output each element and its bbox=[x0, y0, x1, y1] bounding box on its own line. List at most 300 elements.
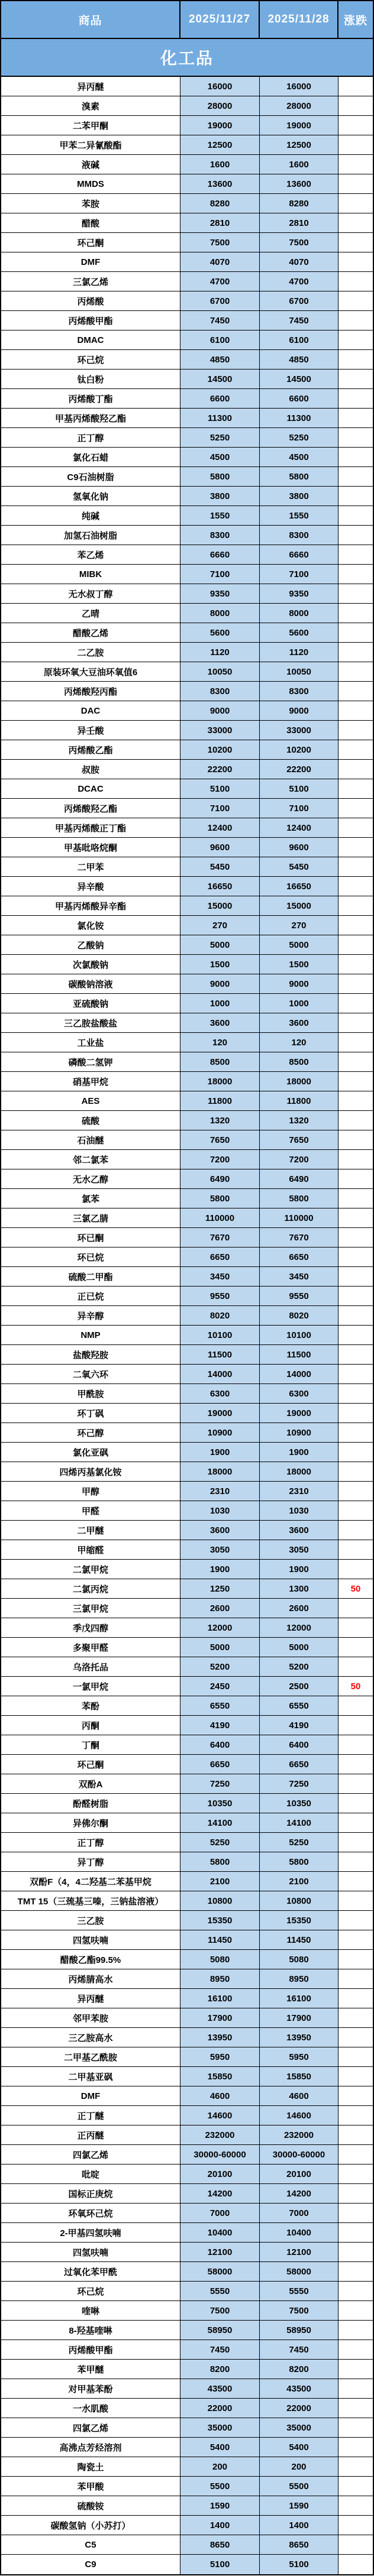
price-2025-11-27-cell: 18000 bbox=[180, 1072, 260, 1091]
change-cell bbox=[338, 1735, 373, 1755]
table-row bbox=[1, 1189, 373, 1208]
table-row bbox=[1, 467, 373, 487]
price-2025-11-27-cell: 6650 bbox=[180, 1248, 260, 1267]
change-cell bbox=[338, 2223, 373, 2243]
product-name-cell: C5 bbox=[1, 2535, 180, 2555]
table-row bbox=[1, 1891, 373, 1911]
product-name-cell: 四氯乙烯 bbox=[1, 2418, 180, 2438]
product-name-cell: 加氢石油树脂 bbox=[1, 526, 180, 545]
product-name-cell: 环氧环己烷 bbox=[1, 2204, 180, 2223]
price-2025-11-27-cell: 4850 bbox=[180, 350, 260, 370]
table-row bbox=[1, 2028, 373, 2047]
price-2025-11-28-cell: 8500 bbox=[260, 1052, 338, 1072]
table-row bbox=[1, 2106, 373, 2125]
product-name-cell: 工业盐 bbox=[1, 1033, 180, 1052]
table-row bbox=[1, 2165, 373, 2184]
change-cell bbox=[338, 291, 373, 311]
product-name-cell: 二乙胺 bbox=[1, 643, 180, 662]
change-cell bbox=[338, 1833, 373, 1852]
product-name-cell: 丙酮 bbox=[1, 1716, 180, 1735]
price-2025-11-27-cell: 1550 bbox=[180, 506, 260, 526]
product-name-cell: 乙酸钠 bbox=[1, 935, 180, 955]
price-2025-11-28-cell: 200 bbox=[260, 2457, 338, 2477]
table-row bbox=[1, 2125, 373, 2145]
price-2025-11-27-cell: 6100 bbox=[180, 330, 260, 350]
price-2025-11-28-cell: 16100 bbox=[260, 1989, 338, 2008]
price-2025-11-27-cell: 1000 bbox=[180, 994, 260, 1013]
table-row bbox=[1, 1657, 373, 1677]
change-cell bbox=[338, 1228, 373, 1248]
table-row bbox=[1, 1033, 373, 1052]
table-row bbox=[1, 1013, 373, 1033]
price-2025-11-27-cell: 5950 bbox=[180, 2047, 260, 2067]
price-2025-11-27-cell: 12400 bbox=[180, 818, 260, 838]
change-cell bbox=[338, 916, 373, 935]
change-cell bbox=[338, 1345, 373, 1365]
table-row bbox=[1, 1306, 373, 1326]
table-row bbox=[1, 2496, 373, 2516]
price-2025-11-27-cell: 5450 bbox=[180, 857, 260, 877]
product-name-cell: 碳酸氢钠（小苏打） bbox=[1, 2516, 180, 2535]
category-row-chemicals: 化工品 bbox=[1, 39, 373, 77]
change-cell bbox=[338, 96, 373, 116]
table-row bbox=[1, 311, 373, 330]
change-cell bbox=[338, 1794, 373, 1813]
header-date-2025-11-27: 2025/11/27 bbox=[180, 1, 260, 38]
price-2025-11-28-cell: 9000 bbox=[260, 974, 338, 994]
table-row bbox=[1, 2555, 373, 2574]
price-2025-11-27-cell: 4070 bbox=[180, 252, 260, 272]
product-name-cell: 双酚F（4，4二羟基二苯基甲烷 bbox=[1, 1872, 180, 1891]
product-name-cell: NMP bbox=[1, 1326, 180, 1345]
change-cell bbox=[338, 2496, 373, 2516]
price-2025-11-28-cell: 7500 bbox=[260, 233, 338, 252]
table-row bbox=[1, 1111, 373, 1130]
price-2025-11-27-cell: 8300 bbox=[180, 526, 260, 545]
price-2025-11-28-cell: 14000 bbox=[260, 1365, 338, 1384]
product-name-cell: 硫酸铵 bbox=[1, 2496, 180, 2516]
change-cell bbox=[338, 857, 373, 877]
price-2025-11-27-cell: 33000 bbox=[180, 721, 260, 740]
change-cell bbox=[338, 1540, 373, 1560]
price-2025-11-27-cell: 1900 bbox=[180, 1443, 260, 1462]
product-name-cell: 苯甲醚 bbox=[1, 2360, 180, 2379]
price-2025-11-28-cell: 58950 bbox=[260, 2321, 338, 2340]
price-2025-11-28-cell: 232000 bbox=[260, 2125, 338, 2145]
price-2025-11-28-cell: 4600 bbox=[260, 2086, 338, 2106]
table-row bbox=[1, 487, 373, 506]
change-cell bbox=[338, 1326, 373, 1345]
price-2025-11-28-cell: 2810 bbox=[260, 213, 338, 233]
change-cell bbox=[338, 760, 373, 779]
price-2025-11-28-cell: 5250 bbox=[260, 1833, 338, 1852]
table-row bbox=[1, 1052, 373, 1072]
table-row bbox=[1, 935, 373, 955]
product-name-cell: 苯酚 bbox=[1, 1696, 180, 1716]
change-cell bbox=[338, 1950, 373, 1969]
price-2025-11-28-cell: 5600 bbox=[260, 623, 338, 643]
change-cell bbox=[338, 1287, 373, 1306]
product-name-cell: 8-羟基喹啉 bbox=[1, 2321, 180, 2340]
table-row bbox=[1, 1423, 373, 1443]
change-cell bbox=[338, 2125, 373, 2145]
change-cell bbox=[338, 2438, 373, 2457]
product-name-cell: MIBK bbox=[1, 565, 180, 584]
product-name-cell: 四氯乙烯 bbox=[1, 2145, 180, 2165]
table-row bbox=[1, 1540, 373, 1560]
price-2025-11-27-cell: 14000 bbox=[180, 1365, 260, 1384]
change-cell bbox=[338, 1013, 373, 1033]
change-cell bbox=[338, 2067, 373, 2086]
product-name-cell: 环己醇 bbox=[1, 1423, 180, 1443]
change-cell bbox=[338, 350, 373, 370]
product-name-cell: 甲苯二异氰酸酯 bbox=[1, 135, 180, 155]
product-name-cell: 多聚甲醛 bbox=[1, 1638, 180, 1657]
change-cell bbox=[338, 779, 373, 799]
table-row bbox=[1, 350, 373, 370]
price-2025-11-28-cell: 5200 bbox=[260, 1657, 338, 1677]
change-cell bbox=[338, 1696, 373, 1716]
price-2025-11-27-cell: 5550 bbox=[180, 2282, 260, 2301]
product-name-cell: 甲醛 bbox=[1, 1501, 180, 1521]
table-row bbox=[1, 174, 373, 194]
change-cell bbox=[338, 77, 373, 96]
change-cell bbox=[338, 2457, 373, 2477]
price-2025-11-28-cell: 33000 bbox=[260, 721, 338, 740]
table-row bbox=[1, 1833, 373, 1852]
price-2025-11-27-cell: 1900 bbox=[180, 1560, 260, 1579]
product-name-cell: 环己酮 bbox=[1, 233, 180, 252]
product-name-cell: 一水肌酸 bbox=[1, 2399, 180, 2418]
price-2025-11-28-cell: 3600 bbox=[260, 1521, 338, 1540]
price-2025-11-28-cell: 1120 bbox=[260, 643, 338, 662]
table-row bbox=[1, 428, 373, 448]
change-cell bbox=[338, 1872, 373, 1891]
price-2025-11-27-cell: 10900 bbox=[180, 1423, 260, 1443]
product-name-cell: 三氯甲烷 bbox=[1, 1599, 180, 1618]
price-2025-11-27-cell: 15850 bbox=[180, 2067, 260, 2086]
table-row bbox=[1, 2399, 373, 2418]
product-name-cell: TMT 15（三巯基三嗪，三钠盐溶液） bbox=[1, 1891, 180, 1911]
product-name-cell: 对甲基苯酚 bbox=[1, 2379, 180, 2399]
change-cell bbox=[338, 1169, 373, 1189]
table-row bbox=[1, 213, 373, 233]
table-row bbox=[1, 233, 373, 252]
product-name-cell: 丙烯酸甲酯 bbox=[1, 2340, 180, 2360]
table-row bbox=[1, 623, 373, 643]
table-row bbox=[1, 2067, 373, 2086]
table-row bbox=[1, 1130, 373, 1150]
price-2025-11-28-cell: 35000 bbox=[260, 2418, 338, 2438]
table-row bbox=[1, 409, 373, 428]
price-2025-11-28-cell: 5800 bbox=[260, 1852, 338, 1872]
price-2025-11-27-cell: 58950 bbox=[180, 2321, 260, 2340]
product-name-cell: 四氢呋喃 bbox=[1, 1930, 180, 1950]
table-row bbox=[1, 2047, 373, 2067]
product-name-cell: 石油醚 bbox=[1, 1130, 180, 1150]
price-2025-11-27-cell: 35000 bbox=[180, 2418, 260, 2438]
table-row bbox=[1, 2223, 373, 2243]
table-body bbox=[1, 77, 373, 2574]
product-name-cell: 盐酸羟胺 bbox=[1, 1345, 180, 1365]
product-name-cell: 溴素 bbox=[1, 96, 180, 116]
change-cell bbox=[338, 233, 373, 252]
change-cell bbox=[338, 2106, 373, 2125]
product-name-cell: DMF bbox=[1, 252, 180, 272]
product-name-cell: 丙烯酸乙酯 bbox=[1, 740, 180, 760]
table-row bbox=[1, 1950, 373, 1969]
table-row bbox=[1, 1501, 373, 1521]
table-row bbox=[1, 643, 373, 662]
table-row bbox=[1, 389, 373, 409]
table-row bbox=[1, 1599, 373, 1618]
product-name-cell: 原装环氧大豆油环氧值6 bbox=[1, 662, 180, 682]
table-row bbox=[1, 506, 373, 526]
price-2025-11-28-cell: 12500 bbox=[260, 135, 338, 155]
price-2025-11-27-cell: 14200 bbox=[180, 2184, 260, 2204]
price-2025-11-28-cell: 11300 bbox=[260, 409, 338, 428]
price-2025-11-27-cell: 9350 bbox=[180, 584, 260, 604]
price-2025-11-27-cell: 4600 bbox=[180, 2086, 260, 2106]
change-cell bbox=[338, 1091, 373, 1111]
table-row bbox=[1, 1169, 373, 1189]
product-name-cell: 正丙醚 bbox=[1, 2125, 180, 2145]
table-row bbox=[1, 1091, 373, 1111]
price-2025-11-27-cell: 13600 bbox=[180, 174, 260, 194]
price-2025-11-28-cell: 7200 bbox=[260, 1150, 338, 1169]
product-name-cell: 三乙胺高水 bbox=[1, 2028, 180, 2047]
table-row bbox=[1, 760, 373, 779]
price-2025-11-28-cell: 4700 bbox=[260, 272, 338, 291]
change-cell bbox=[338, 1150, 373, 1169]
price-2025-11-27-cell: 1500 bbox=[180, 955, 260, 974]
product-name-cell: 硫酸 bbox=[1, 1111, 180, 1130]
product-name-cell: 乌洛托品 bbox=[1, 1657, 180, 1677]
product-name-cell: 氢氧化钠 bbox=[1, 487, 180, 506]
price-2025-11-27-cell: 5080 bbox=[180, 1950, 260, 1969]
price-2025-11-28-cell: 1900 bbox=[260, 1560, 338, 1579]
product-name-cell: 正丁醚 bbox=[1, 2106, 180, 2125]
price-2025-11-28-cell: 1400 bbox=[260, 2516, 338, 2535]
product-name-cell: 环己烷 bbox=[1, 2282, 180, 2301]
price-2025-11-27-cell: 120 bbox=[180, 1033, 260, 1052]
price-2025-11-27-cell: 11450 bbox=[180, 1930, 260, 1950]
change-cell bbox=[338, 2301, 373, 2321]
change-cell bbox=[338, 974, 373, 994]
price-2025-11-27-cell: 5800 bbox=[180, 1852, 260, 1872]
price-2025-11-27-cell: 58000 bbox=[180, 2262, 260, 2282]
table-row bbox=[1, 1852, 373, 1872]
table-row bbox=[1, 1208, 373, 1228]
price-2025-11-28-cell: 6660 bbox=[260, 545, 338, 565]
change-cell bbox=[338, 448, 373, 467]
price-2025-11-28-cell: 12000 bbox=[260, 1618, 338, 1638]
price-2025-11-28-cell: 7670 bbox=[260, 1228, 338, 1248]
product-name-cell: 二苯甲酮 bbox=[1, 116, 180, 135]
product-name-cell: 异辛醇 bbox=[1, 1306, 180, 1326]
product-name-cell: 甲醇 bbox=[1, 1482, 180, 1501]
change-cell bbox=[338, 1891, 373, 1911]
table-row bbox=[1, 1404, 373, 1423]
price-2025-11-28-cell: 9600 bbox=[260, 838, 338, 857]
table-row bbox=[1, 2360, 373, 2379]
price-2025-11-27-cell: 1120 bbox=[180, 643, 260, 662]
table-row bbox=[1, 1365, 373, 1384]
price-2025-11-28-cell: 1600 bbox=[260, 155, 338, 174]
price-2025-11-28-cell: 15850 bbox=[260, 2067, 338, 2086]
price-2025-11-27-cell: 5100 bbox=[180, 2555, 260, 2574]
product-name-cell: 双酚A bbox=[1, 1774, 180, 1794]
price-2025-11-27-cell: 10050 bbox=[180, 662, 260, 682]
price-2025-11-28-cell: 6490 bbox=[260, 1169, 338, 1189]
table-row bbox=[1, 799, 373, 818]
price-2025-11-27-cell: 17900 bbox=[180, 2008, 260, 2028]
product-name-cell: 环己烷 bbox=[1, 350, 180, 370]
product-name-cell: 三乙胺盐酸盐 bbox=[1, 1013, 180, 1033]
price-2025-11-28-cell: 18000 bbox=[260, 1072, 338, 1091]
change-cell bbox=[338, 701, 373, 721]
price-2025-11-27-cell: 22000 bbox=[180, 2399, 260, 2418]
change-cell bbox=[338, 955, 373, 974]
price-2025-11-28-cell: 2310 bbox=[260, 1482, 338, 1501]
table-row bbox=[1, 194, 373, 213]
change-cell bbox=[338, 1423, 373, 1443]
price-2025-11-27-cell: 5000 bbox=[180, 1638, 260, 1657]
table-row bbox=[1, 1930, 373, 1950]
change-cell bbox=[338, 370, 373, 389]
price-2025-11-28-cell: 10400 bbox=[260, 2223, 338, 2243]
change-cell bbox=[338, 2282, 373, 2301]
table-row bbox=[1, 2301, 373, 2321]
product-name-cell: 甲基丙烯酸羟乙酯 bbox=[1, 409, 180, 428]
price-2025-11-27-cell: 4500 bbox=[180, 448, 260, 467]
price-2025-11-27-cell: 12500 bbox=[180, 135, 260, 155]
product-name-cell: 醋酸乙烯 bbox=[1, 623, 180, 643]
change-cell bbox=[338, 194, 373, 213]
table-row bbox=[1, 1677, 373, 1696]
table-row bbox=[1, 1267, 373, 1287]
price-2025-11-27-cell: 200 bbox=[180, 2457, 260, 2477]
change-cell bbox=[338, 1852, 373, 1872]
table-row bbox=[1, 1326, 373, 1345]
price-2025-11-27-cell: 7650 bbox=[180, 1130, 260, 1150]
change-cell bbox=[338, 2008, 373, 2028]
table-row bbox=[1, 896, 373, 916]
price-2025-11-28-cell: 28000 bbox=[260, 96, 338, 116]
price-2025-11-27-cell: 7450 bbox=[180, 2340, 260, 2360]
change-cell bbox=[338, 155, 373, 174]
change-cell bbox=[338, 1716, 373, 1735]
table-row bbox=[1, 1443, 373, 1462]
price-2025-11-27-cell: 3600 bbox=[180, 1521, 260, 1540]
table-row bbox=[1, 1462, 373, 1482]
price-2025-11-27-cell: 10400 bbox=[180, 2223, 260, 2243]
price-2025-11-27-cell: 4190 bbox=[180, 1716, 260, 1735]
product-name-cell: 环已酮 bbox=[1, 1228, 180, 1248]
change-cell bbox=[338, 330, 373, 350]
price-2025-11-27-cell: 18000 bbox=[180, 1462, 260, 1482]
price-2025-11-28-cell: 10200 bbox=[260, 740, 338, 760]
product-name-cell: 丙烯酸甲酯 bbox=[1, 311, 180, 330]
price-2025-11-27-cell: 43500 bbox=[180, 2379, 260, 2399]
product-name-cell: 丁酮 bbox=[1, 1735, 180, 1755]
change-cell bbox=[338, 545, 373, 565]
table-row bbox=[1, 1813, 373, 1833]
price-2025-11-27-cell: 5100 bbox=[180, 779, 260, 799]
price-2025-11-28-cell: 20100 bbox=[260, 2165, 338, 2184]
price-2025-11-27-cell: 14600 bbox=[180, 2106, 260, 2125]
product-name-cell: 丙烯酸丁酯 bbox=[1, 389, 180, 409]
change-cell bbox=[338, 1189, 373, 1208]
product-name-cell: 正已烷 bbox=[1, 1287, 180, 1306]
price-2025-11-28-cell: 1320 bbox=[260, 1111, 338, 1130]
price-2025-11-28-cell: 8000 bbox=[260, 604, 338, 623]
price-2025-11-28-cell: 10350 bbox=[260, 1794, 338, 1813]
change-cell bbox=[338, 213, 373, 233]
change-cell bbox=[338, 1813, 373, 1833]
change-cell bbox=[338, 682, 373, 701]
change-cell bbox=[338, 2555, 373, 2574]
product-name-cell: 正丁醇 bbox=[1, 1833, 180, 1852]
price-2025-11-27-cell: 5250 bbox=[180, 1833, 260, 1852]
price-2025-11-28-cell: 5400 bbox=[260, 2438, 338, 2457]
change-cell bbox=[338, 2516, 373, 2535]
product-name-cell: 邻甲苯胺 bbox=[1, 2008, 180, 2028]
table-row bbox=[1, 1794, 373, 1813]
price-2025-11-27-cell: 8020 bbox=[180, 1306, 260, 1326]
price-2025-11-27-cell: 1320 bbox=[180, 1111, 260, 1130]
price-2025-11-28-cell: 58000 bbox=[260, 2262, 338, 2282]
table-row bbox=[1, 974, 373, 994]
price-2025-11-28-cell: 7650 bbox=[260, 1130, 338, 1150]
price-2025-11-28-cell: 270 bbox=[260, 916, 338, 935]
price-2025-11-27-cell: 19000 bbox=[180, 116, 260, 135]
change-cell bbox=[338, 1774, 373, 1794]
product-name-cell: 二氧六环 bbox=[1, 1365, 180, 1384]
price-2025-11-27-cell: 19000 bbox=[180, 1404, 260, 1423]
product-name-cell: 陶瓷土 bbox=[1, 2457, 180, 2477]
price-2025-11-27-cell: 9000 bbox=[180, 701, 260, 721]
price-2025-11-27-cell: 16100 bbox=[180, 1989, 260, 2008]
price-2025-11-27-cell: 7500 bbox=[180, 233, 260, 252]
price-2025-11-27-cell: 6300 bbox=[180, 1384, 260, 1404]
product-name-cell: 苯乙烯 bbox=[1, 545, 180, 565]
price-2025-11-28-cell: 6650 bbox=[260, 1248, 338, 1267]
price-2025-11-27-cell: 7100 bbox=[180, 799, 260, 818]
price-2025-11-27-cell: 5400 bbox=[180, 2438, 260, 2457]
product-name-cell: 二甲醚 bbox=[1, 1521, 180, 1540]
table-row bbox=[1, 857, 373, 877]
change-cell bbox=[338, 2047, 373, 2067]
price-2025-11-28-cell: 6700 bbox=[260, 291, 338, 311]
product-name-cell: 环已烷 bbox=[1, 1248, 180, 1267]
price-2025-11-28-cell: 8300 bbox=[260, 682, 338, 701]
price-2025-11-28-cell: 14200 bbox=[260, 2184, 338, 2204]
product-name-cell: 纯碱 bbox=[1, 506, 180, 526]
table-row bbox=[1, 1345, 373, 1365]
table-row bbox=[1, 604, 373, 623]
table-row bbox=[1, 2184, 373, 2204]
price-2025-11-27-cell: 6650 bbox=[180, 1755, 260, 1774]
change-cell bbox=[338, 1462, 373, 1482]
price-2025-11-28-cell: 9000 bbox=[260, 701, 338, 721]
table-row bbox=[1, 252, 373, 272]
table-row bbox=[1, 2204, 373, 2223]
price-2025-11-28-cell: 5800 bbox=[260, 1189, 338, 1208]
price-2025-11-28-cell: 1500 bbox=[260, 955, 338, 974]
change-cell bbox=[338, 1657, 373, 1677]
price-2025-11-28-cell: 6650 bbox=[260, 1755, 338, 1774]
